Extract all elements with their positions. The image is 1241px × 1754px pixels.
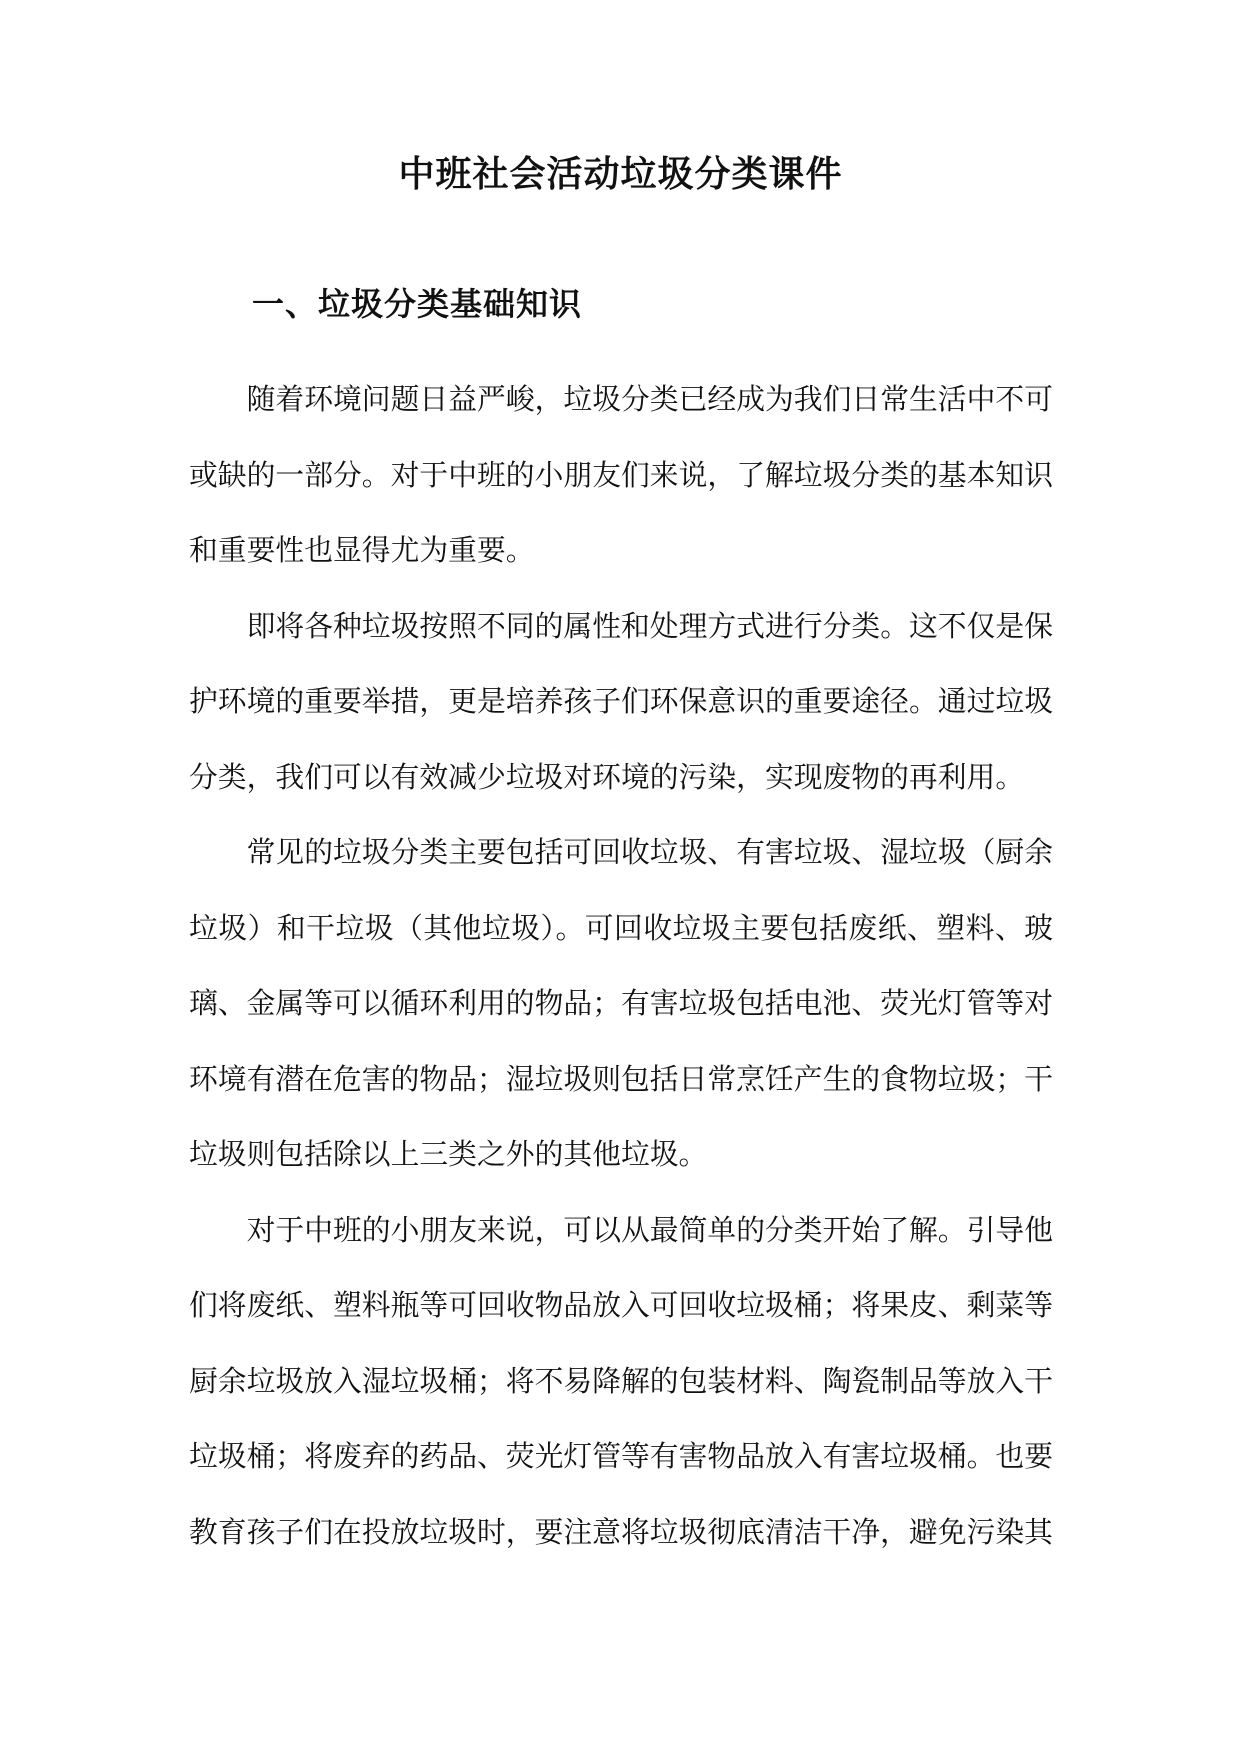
document-title: 中班社会活动垃圾分类课件 (398, 153, 843, 195)
paragraph: 随着环境问题日益严峻，垃圾分类已经成为我们日常生活中不可或缺的一部分。对于中班的小朋友们来说，了解垃圾分类的基本知识和重要性也显得尤为重要。 (189, 382, 1053, 567)
paragraph: 对于中班的小朋友来说，可以从最简单的分类开始了解。引导他们将废纸、塑料瓶等可回收物品放入可回收垃圾桶；将果皮、剩菜等厨余垃圾放入湿垃圾桶；将不易降解的包装材料、陶瓷制品等放入干垃圾桶；将废弃的药品、荧光灯管等有害物品放入有害垃圾桶。也要教育孩子们在投放垃圾时，要注意将垃圾彻底清洁干净，避免污染其 (189, 1212, 1053, 1549)
section-heading: 一、垃圾分类基础知识 (252, 285, 583, 323)
paragraph: 常见的垃圾分类主要包括可回收垃圾、有害垃圾、湿垃圾（厨余垃圾）和干垃圾（其他垃圾）。可回收垃圾主要包括废纸、塑料、玻璃、金属等可以循环利用的物品；有害垃圾包括电池、荧光灯管等对环境有潜在危害的物品；湿垃圾则包括日常烹饪产生的食物垃圾；干垃圾则包括除以上三类之外的其他垃圾。 (189, 835, 1053, 1171)
section-body (189, 362, 1053, 1570)
paragraph: 即将各种垃圾按照不同的属性和处理方式进行分类。这不仅是保护环境的重要举措，更是培养孩子们环保意识的重要途径。通过垃圾分类，我们可以有效减少垃圾对环境的污染，实现废物的再利用。 (189, 608, 1053, 794)
